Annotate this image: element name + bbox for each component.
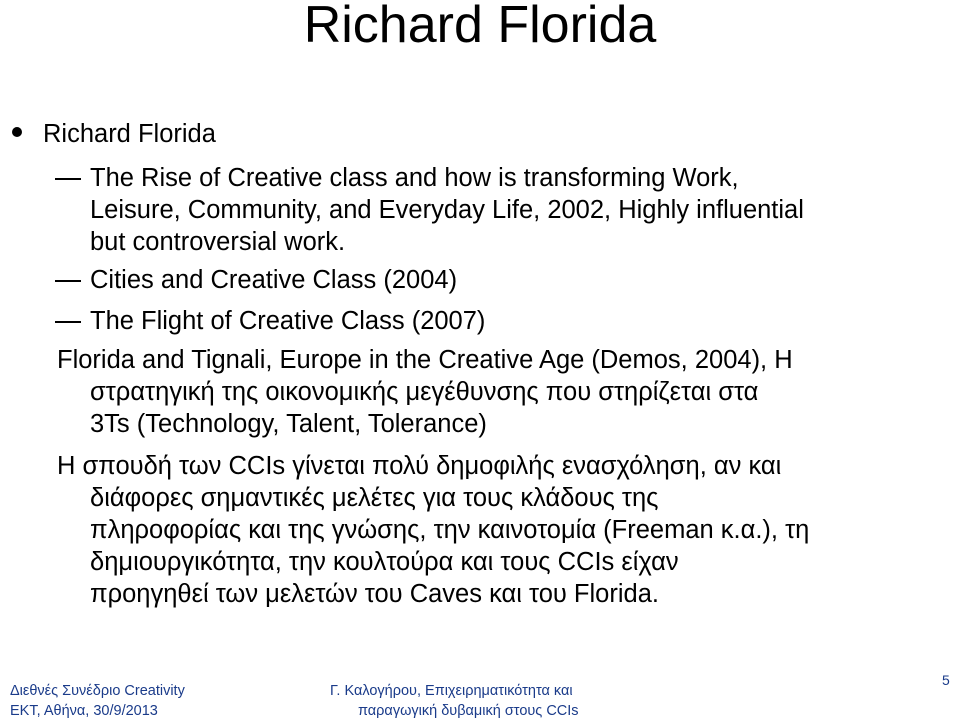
paragraph-2-line-4: δημιουργικότητα, την κουλτούρα και τους CCIs είχαν: [90, 548, 679, 576]
page-number: 5: [942, 672, 950, 688]
dash-icon: [55, 280, 81, 282]
footer-center-line-2: παραγωγική δυβαμική στους CCIs: [358, 703, 579, 719]
dash-icon: [55, 178, 81, 180]
paragraph-2-line-1: Η σπουδή των CCIs γίνεται πολύ δημοφιλής ενασχόληση, αν και: [57, 452, 782, 480]
slide-title: Richard Florida: [303, 0, 657, 54]
footer-left-line-2: ΕΚΤ, Αθήνα, 30/9/2013: [10, 703, 158, 719]
sub-item-3: The Flight of Creative Class (2007): [90, 307, 486, 335]
sub-item-2: Cities and Creative Class (2004): [90, 266, 458, 294]
footer-center-line-1: Γ. Καλογήρου, Επιχειρηματικότητα και: [330, 683, 573, 699]
paragraph-2-line-5: προηγηθεί των μελετών του Caves και του Florida.: [90, 580, 659, 608]
paragraph-2-line-3: πληροφορίας και της γνώσης, την καινοτομία (Freeman κ.α.), τη: [90, 516, 810, 544]
paragraph-1-line-3: 3Ts (Technology, Talent, Tolerance): [90, 410, 487, 438]
bullet-dot-icon: [12, 127, 22, 137]
sub-item-1-line-1: The Rise of Creative class and how is transforming Work,: [90, 164, 739, 192]
paragraph-1-line-1: Florida and Tignali, Europe in the Creative Age (Demos, 2004), H: [57, 346, 793, 374]
dash-icon: [55, 321, 81, 323]
paragraph-2-line-2: διάφορες σημαντικές μελέτες για τους κλάδους της: [90, 484, 659, 512]
paragraph-1-line-2: στρατηγική της οικονομικής μεγέθυνσης που στηρίζεται στα: [90, 378, 759, 406]
footer-left-line-1: Διεθνές Συνέδριο Creativity: [10, 683, 185, 699]
sub-item-1-line-2: Leisure, Community, and Everyday Life, 2002, Highly influential: [90, 196, 804, 224]
sub-item-1-line-3: but controversial work.: [90, 228, 346, 256]
bullet-main: Richard Florida: [43, 120, 216, 148]
